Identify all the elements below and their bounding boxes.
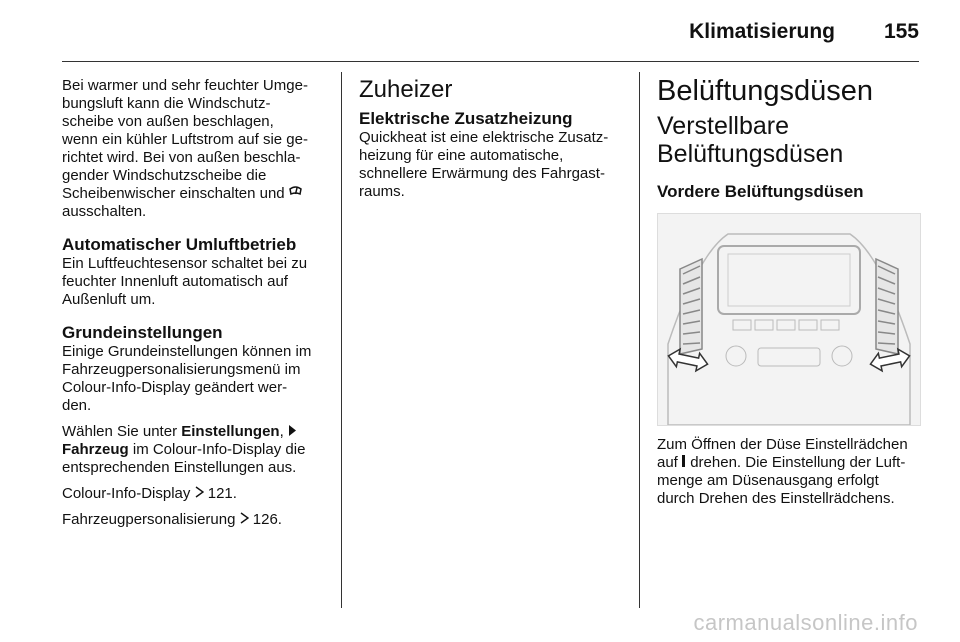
page-number: 155 xyxy=(883,20,919,43)
section-heading-air-vents: Belüftungsdüsen xyxy=(657,75,874,107)
triangle-right-icon xyxy=(288,423,296,440)
vent-illustration xyxy=(657,213,921,426)
menu-vehicle-label: Fahrzeug xyxy=(62,441,129,458)
page-reference-icon xyxy=(240,511,253,528)
select-settings-paragraph: Wählen Sie unter Einstellungen, Fahrzeug im Colour-Info-Display die entsprechenden Einstellungen aus. xyxy=(62,423,306,476)
vent-caption: Zum Öffnen der Düse Einstellrädchen auf drehen. Die Einstellung der Luft- menge am Düsenausgang erfolgt durch Drehen des Einstellrädchens. xyxy=(657,436,908,507)
page-header xyxy=(62,0,919,62)
page-title: Klimatisierung xyxy=(689,20,835,43)
quickheat-paragraph: Quickheat ist eine elektrische Zusatz- heizung für eine automatische, schnellere Erwärmung des Fahrgast- raums. xyxy=(359,129,609,200)
reference-vehicle-personalisation: Fahrzeugpersonalisierung 126. xyxy=(62,511,282,528)
basic-settings-paragraph: Einige Grundeinstellungen können im Fahrzeugpersonalisierungsmenü im Colour-Info-Display geändert wer- den. xyxy=(62,343,312,414)
vertical-bar-icon xyxy=(682,454,690,471)
column-divider-2 xyxy=(639,72,640,608)
section-heading-auxiliary-heater: Zuheizer xyxy=(359,76,453,103)
subheading-electric-heater: Elektrische Zusatzheizung xyxy=(359,109,573,128)
recirculation-paragraph: Ein Luftfeuchtesensor schaltet bei zu feuchter Innenluft automatisch auf Außenluft um. xyxy=(62,255,308,308)
section-heading-basic-settings: Grundeinstellungen xyxy=(62,323,223,342)
subheading-front-vents: Vordere Belüftungsdüsen xyxy=(657,182,864,201)
reference-colour-info-display: Colour-Info-Display 121. xyxy=(62,485,237,502)
intro-paragraph: Bei warmer und sehr feuchter Umge- bungsluft kann die Windschutz- scheibe von außen beschlagen, wenn ein kühler Luftstrom auf sie ge- richtet wird. Bei von außen beschla- gender Windschutzscheibe die Scheibenwischer einschalten und ausschalten. xyxy=(62,77,308,220)
page-reference-icon xyxy=(195,485,208,502)
column-2 xyxy=(359,77,625,209)
menu-settings-label: Einstellungen xyxy=(181,423,280,440)
column-1 xyxy=(62,77,328,537)
watermark: carmanualsonline.info xyxy=(693,610,918,635)
windshield-wiper-icon xyxy=(289,186,302,201)
column-divider-1 xyxy=(341,72,342,608)
column-3 xyxy=(657,77,923,516)
section-heading-recirculation: Automatischer Umluftbetrieb xyxy=(62,235,297,254)
subheading-adjustable-vents: Verstellbare Belüftungsdüsen xyxy=(657,112,844,168)
